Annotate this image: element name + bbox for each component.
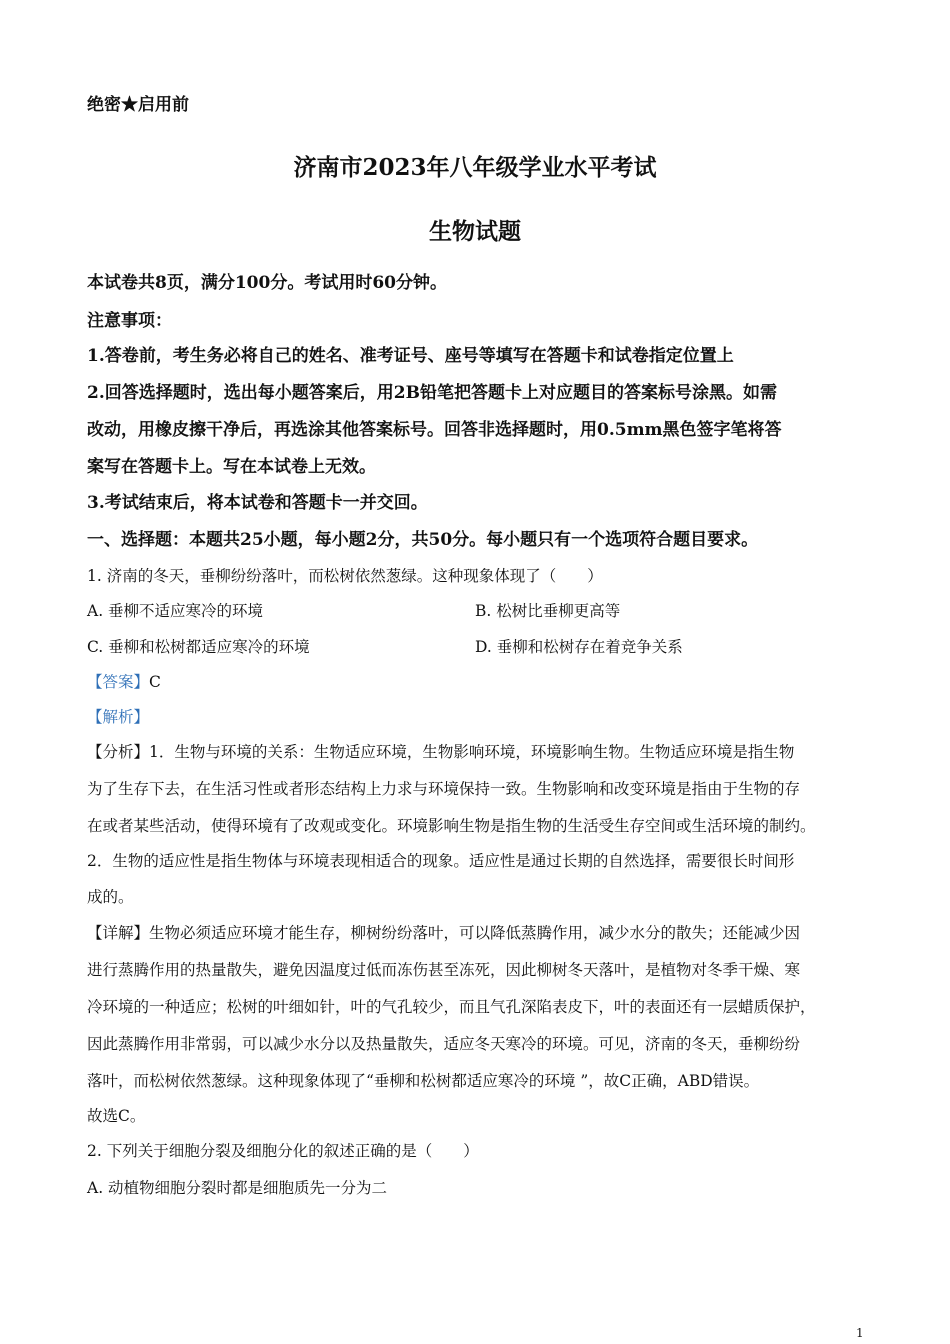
subject-title: 生物试题 — [429, 218, 521, 245]
notice-item-2-cont: 改动，用橡皮擦干净后，再选涂其他答案标号。回答非选择题时，用0.5mm黑色签字笔将答 — [87, 420, 782, 440]
question-2-option-a: A. 动植物细胞分裂时都是细胞质先一分为二 — [87, 1179, 388, 1197]
notice-item-3: 3.考试结束后，将本试卷和答题卡一并交回。 — [87, 493, 428, 513]
analysis-line-4: 2．生物的适应性是指生物体与环境表现相适合的现象。适应性是通过长期的自然选择，需要很长时间形 — [87, 852, 795, 870]
question-1-option-d: D. 垂柳和松树存在着竞争关系 — [475, 638, 683, 656]
question-1-stem: 1. 济南的冬天，垂柳纷纷落叶，而松树依然葱绿。这种现象体现了（ ） — [87, 567, 603, 585]
question-1-option-a: A. 垂柳不适应寒冷的环境 — [87, 602, 264, 620]
analysis-tag: 【解析】 — [87, 708, 150, 726]
section-heading: 一、选择题：本题共25小题，每小题2分，共50分。每小题只有一个选项符合题目要求。 — [87, 530, 759, 550]
detail-label: 【详解】 — [87, 924, 150, 942]
notice-item-2: 2.回答选择题时，选出每小题答案后，用2B铅笔把答题卡上对应题目的答案标号涂黑。如需 — [87, 383, 777, 403]
analysis-line-5: 成的。 — [87, 888, 134, 906]
question-1-option-c: C. 垂柳和松树都适应寒冷的环境 — [87, 638, 310, 656]
notice-item-1: 1.答卷前，考生务必将自己的姓名、准考证号、座号等填写在答题卡和试卷指定位置上 — [87, 346, 734, 366]
analysis-line-2: 为了生存下去，在生活习性或者形态结构上力求与环境保持一致。生物影响和改变环境是指由于生物的存 — [87, 780, 801, 798]
detail-line-1: 【详解】生物必须适应环境才能生存，柳树纷纷落叶，可以降低蒸腾作用，减少水分的散失；还能减少因 — [87, 924, 801, 942]
page-number: 1 — [856, 1326, 864, 1340]
notice-heading: 注意事项： — [87, 311, 172, 331]
question-1-option-b: B. 松树比垂柳更高等 — [475, 602, 621, 620]
analysis-line-1: 【分析】1．生物与环境的关系：生物适应环境，生物影响环境，环境影响生物。生物适应环境是指生物 — [87, 743, 795, 761]
confidential-label: 绝密★启用前 — [87, 95, 189, 115]
detail-line-5: 落叶，而松树依然葱绿。这种现象体现了“垂柳和松树都适应寒冷的环境 ”，故C正确，ABD错误。 — [87, 1072, 760, 1090]
notice-item-2-end: 案写在答题卡上。写在本试卷上无效。 — [87, 457, 376, 477]
answer-value: C — [149, 673, 161, 691]
question-2-stem: 2. 下列关于细胞分裂及细胞分化的叙述正确的是（ ） — [87, 1142, 479, 1160]
exam-info: 本试卷共8页，满分100分。考试用时60分钟。 — [87, 273, 447, 293]
answer-tag: 【答案】 — [87, 673, 150, 691]
detail-line-3: 冷环境的一种适应；松树的叶细如针，叶的气孔较少，而且气孔深陷表皮下，叶的表面还有一层蜡质保护， — [87, 998, 816, 1016]
analysis-line-3: 在或者某些活动，使得环境有了改观或变化。环境影响生物是指生物的生活受生存空间或生活环境的制约。 — [87, 817, 816, 835]
detail-line-4: 因此蒸腾作用非常弱，可以减少水分以及热量散失，适应冬天寒冷的环境。可见，济南的冬天，垂柳纷纷 — [87, 1035, 801, 1053]
analysis-label: 【分析】 — [87, 743, 150, 761]
exam-title: 济南市2023年八年级学业水平考试 — [293, 154, 657, 181]
answer-line — [87, 672, 161, 692]
detail-line-6: 故选C。 — [87, 1107, 146, 1125]
detail-line-2: 进行蒸腾作用的热量散失，避免因温度过低而冻伤甚至冻死，因此柳树冬天落叶，是植物对冬季干燥、寒 — [87, 961, 801, 979]
